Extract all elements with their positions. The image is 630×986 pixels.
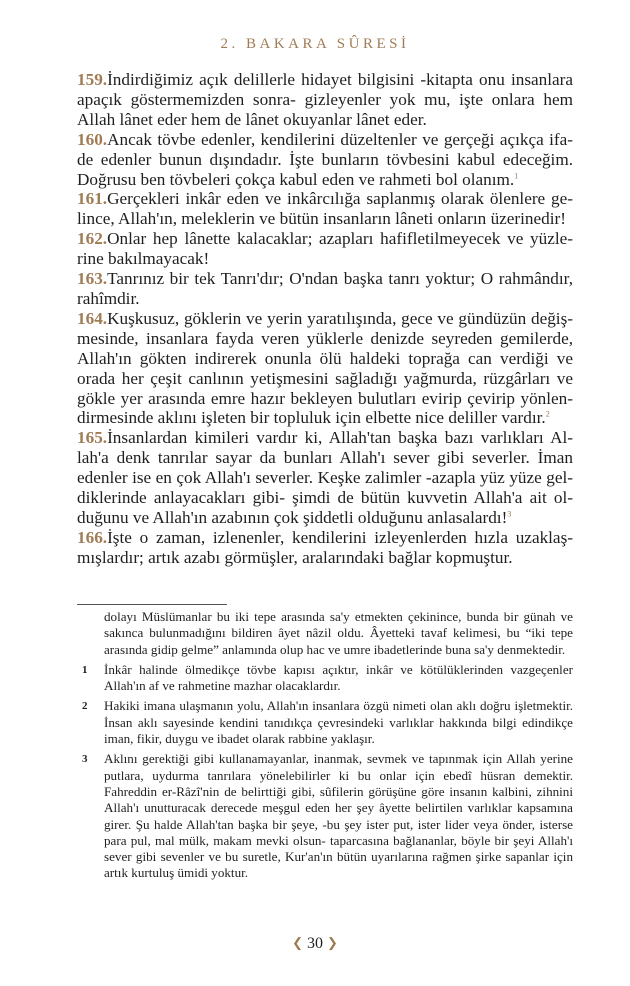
verse-text: İnsanlardan kimileri vardır ki, Allah'tan başka bazı varlıkları Allah'a denk tanrılar sayar da bunları Allah'ı sever gibi severler. İman edenler ise en çok Allah'ı severler. Keşke zalimler -azapla yüz yüze geldiklerinde anlayacakları gibi- şimdi de bütün kuvvetin Allah'a ait olduğunu ve Allah'ın azabının çok şiddetli olduğunu anlasalardı! — [77, 428, 573, 527]
verse-number: 163. — [77, 269, 108, 289]
verse-159 — [77, 70, 573, 130]
verse-163 — [77, 269, 573, 309]
verse-text: İşte o zaman, izlenenler, kendilerini izleyenlerden hızla uzaklaşmışlardır; artık azabı görmüşler, aralarındaki bağlar kopmuştur. — [77, 527, 573, 567]
verse-number: 166. — [77, 527, 108, 547]
verse-161 — [77, 189, 573, 229]
page-number-value: 30 — [307, 935, 323, 952]
verse-number: 159. — [77, 70, 108, 89]
verse-block — [77, 70, 573, 568]
ornament-right-icon: ❯ — [327, 935, 338, 950]
verse-text: Kuşkusuz, göklerin ve yerin yaratılışında, gece ve gündüzün değişmesinde, insanlara fayda veren yüklerle denizde seyreden gemilerde, Allah'ın gökten indirerek onunla ölü haldeki toprağa can verdiği ve orada her çeşit canlının yetişmesini sağladığı yağmurda, rüzgârları ve gökle yer arasında emre hazır bekleyen bulutları evirip çevirip yönlendirmesinde aklını işleten bir topluluk için elbette nice deliller vardır. — [77, 308, 573, 428]
verse-166 — [77, 528, 573, 568]
verse-number: 161. — [77, 189, 108, 209]
footnote-continued — [77, 609, 573, 658]
footnote-ref[interactable]: 1 — [514, 170, 519, 180]
verse-164 — [77, 309, 573, 428]
footnote-text: İnkâr halinde ölmedikçe tövbe kapısı açıktır, inkâr ve kötülüklerinden vazgeçenler Allah'ın af ve rahmetine mazhar olacaklardır. — [104, 661, 573, 694]
verse-162 — [77, 229, 573, 269]
verse-text: Onlar hep lânette kalacaklar; azapları hafifletilmeyecek ve yüzlerine bakılmayacak! — [77, 229, 573, 269]
ornament-left-icon: ❮ — [292, 935, 303, 950]
footnote-3 — [77, 751, 573, 881]
verse-165 — [77, 428, 573, 528]
footnote-ref[interactable]: 3 — [507, 509, 512, 519]
footnote-text: Aklını gerektiği gibi kullanamayanlar, inanmak, sevmek ve tapınmak için Allah yerine putlara, uydurma tanrılara yönelebilirler ki bu onlar için ebedî hüsran demektir. Fahreddin er-Râzî'nin de belirttiği gibi, sûfilerin görüşüne göre insanın kalbini, zihnini Allah'ı unutturacak derecede meşgul eden her şey âyette belirtilen varlıklar kapsamına girer. Şu halde Allah'tan başka bir şeye, -bu şey ister put, ister lider veya önder, isterse para pul, mal mülk, makam mevki olsun- taparcasına bağlananlar, böyle bir şeyi Allah'ı sever gibi sevenler ve bu suretle, Kur'an'ın bütün uyarılarına rağmen şirke sapanlar için artık kurtuluş ümidi yoktur. — [104, 751, 573, 881]
footnote-text: dolayı Müslümanlar bu iki tepe arasında sa'y etmekten çekinince, bunda bir günah ve sakınca bulunmadığını bildiren âyet nâzil oldu. Âyetteki tavaf kelimesi, bu “iki tepe arasında gidip gelme” anlamında olup hac ve umre ibadetlerinde buna sa'y denmektedir. — [104, 609, 573, 657]
verse-160 — [77, 130, 573, 190]
verse-text: Gerçekleri inkâr eden ve inkârcılığa saplanmış olarak ölenlere gelince, Allah'ın, meleklerin ve bütün insanların lâneti onların üzerinedir! — [77, 189, 573, 229]
footnote-number: 2 — [82, 700, 88, 713]
verse-text: Tanrınız bir tek Tanrı'dır; O'ndan başka tanrı yoktur; O rahmândır, rahîmdir. — [77, 269, 573, 308]
verse-text: Ancak tövbe edenler, kendilerini düzeltenler ve gerçeği açıkça ifade edenler bunun dışındadır. İşte bunların tövbesini kabul edeceğim. Doğrusu ben tövbeleri çokça kabul eden ve rahmeti bol olanım. — [77, 129, 573, 189]
footnote-number: 1 — [82, 663, 88, 676]
footnote-number: 3 — [82, 753, 88, 766]
footnote-1 — [77, 662, 573, 695]
footnote-text: Hakiki imana ulaşmanın yolu, Allah'ın insanlara özgü nimeti olan aklı doğru işletmektir. İnsan aklı sayesinde kendini tanıdıkça çevresindeki varlıklar hakkında bilgi edindikçe iman, fikir, duygu ve ibadet olarak rabbine yaklaşır. — [104, 698, 573, 747]
footnote-divider — [77, 604, 227, 605]
page-number — [0, 935, 630, 953]
verse-text: İndirdiğimiz açık delillerle hidayet bilgisini -kitapta onu insanlara apaçık göstermemizden sonra- gizleyenler yok mu, işte onlara hem Allah lânet eder hem de lânet okuyanlar lânet eder. — [77, 70, 573, 129]
footnote-ref[interactable]: 2 — [545, 409, 550, 419]
verse-number: 162. — [77, 229, 108, 249]
footnote-2 — [77, 698, 573, 747]
verse-number: 160. — [77, 129, 108, 149]
running-header: 2. BAKARA SÛRESİ — [220, 36, 410, 52]
footnotes — [77, 609, 573, 886]
verse-number: 164. — [77, 308, 108, 328]
verse-number: 165. — [77, 428, 108, 448]
